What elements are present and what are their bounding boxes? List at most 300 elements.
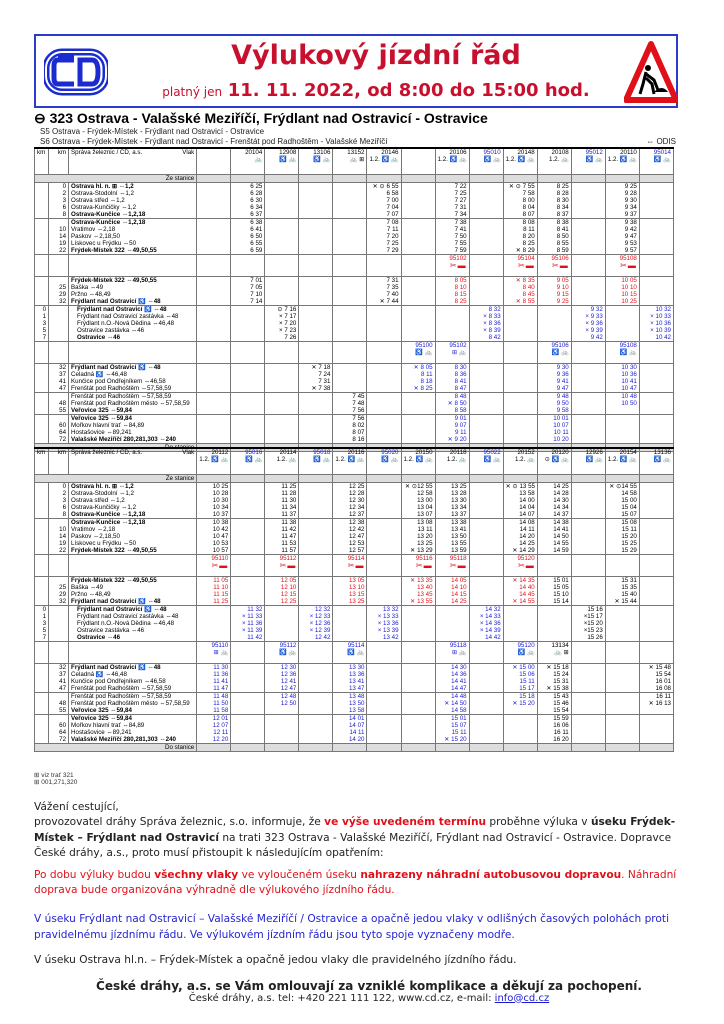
time-cell xyxy=(231,436,265,444)
time-cell xyxy=(231,334,265,342)
time-cell: 7 48 xyxy=(333,400,367,407)
time-cell xyxy=(299,392,333,400)
station-name: Kunčice pod Ondřejníkem ⇔46,58 xyxy=(69,678,197,685)
bus-train-cell xyxy=(639,254,673,276)
time-cell xyxy=(469,363,503,371)
time-cell xyxy=(367,400,401,407)
time-cell xyxy=(571,736,605,744)
route-sub-s5: S5 Ostrava - Frýdek-Místek - Frýdlant nad Ostravicí - Ostravice xyxy=(40,127,265,136)
time-cell: 7 25 xyxy=(435,190,469,197)
time-cell xyxy=(571,378,605,385)
time-cell xyxy=(571,182,605,190)
time-cell: 7 08 xyxy=(367,218,401,226)
time-cell xyxy=(333,620,367,627)
time-cell xyxy=(299,547,333,555)
time-cell xyxy=(639,407,673,415)
time-cell: 7 41 xyxy=(435,226,469,233)
station-row xyxy=(35,414,674,422)
divider-cell xyxy=(605,743,639,751)
km-cell xyxy=(35,436,49,444)
time-cell: 6 30 xyxy=(231,197,265,204)
time-cell xyxy=(197,634,231,642)
bus-number: 95114 xyxy=(347,554,365,562)
bus-train-cell xyxy=(605,254,639,276)
divider-cell xyxy=(469,474,503,482)
time-cell: 10 47 xyxy=(605,385,639,393)
time-cell: 6 38 xyxy=(231,218,265,226)
time-cell: 14 25 xyxy=(435,598,469,606)
time-cell xyxy=(299,226,333,233)
time-cell xyxy=(231,598,265,606)
time-cell: 10 15 xyxy=(605,291,639,298)
time-cell xyxy=(469,729,503,736)
time-cell xyxy=(401,392,435,400)
time-cell: 12 05 xyxy=(265,576,299,584)
station-row xyxy=(35,504,674,511)
bus-train-cell xyxy=(537,254,571,276)
time-cell: ✕ 15 20 xyxy=(435,736,469,744)
km-cell: 29 xyxy=(49,291,69,298)
time-cell: ✕ 15 38 xyxy=(537,685,571,693)
time-cell xyxy=(503,313,537,320)
time-cell: 14 05 xyxy=(435,576,469,584)
bus-train-cell xyxy=(231,254,265,276)
time-cell: 7 04 xyxy=(367,204,401,211)
time-cell xyxy=(333,182,367,190)
time-cell: ✕ 15 18 xyxy=(537,663,571,671)
station-row xyxy=(35,284,674,291)
divider-cell xyxy=(571,743,605,751)
km-cell xyxy=(35,707,49,715)
time-cell: 12 07 xyxy=(197,722,231,729)
time-cell xyxy=(605,414,639,422)
station-row xyxy=(35,371,674,378)
time-cell: 13 55 xyxy=(435,540,469,547)
time-cell: 12 32 xyxy=(299,605,333,613)
time-cell: 8 11 xyxy=(503,226,537,233)
time-cell xyxy=(299,591,333,598)
station-row xyxy=(35,692,674,700)
time-cell xyxy=(401,305,435,313)
time-cell xyxy=(197,276,231,284)
time-cell: 10 53 xyxy=(197,540,231,547)
time-cell xyxy=(367,678,401,685)
km-cell: 22 xyxy=(49,547,69,555)
notice-paragraph-4: V úseku Ostrava hl.n. – Frýdek-Místek a opačně jedou vlaky dle pravidelného jízdního řádu. xyxy=(34,954,517,967)
bus-icon: ✂▬ xyxy=(518,560,535,570)
time-cell xyxy=(197,182,231,190)
section-divider-row xyxy=(35,743,674,751)
time-cell xyxy=(401,247,435,255)
time-cell: 14 20 xyxy=(333,736,367,744)
section-divider-row xyxy=(35,174,674,182)
km-cell xyxy=(35,276,49,284)
time-cell: 14 41 xyxy=(435,678,469,685)
divider-cell xyxy=(537,174,571,182)
time-cell xyxy=(265,722,299,729)
time-cell xyxy=(197,305,231,313)
km-cell xyxy=(35,407,49,415)
time-cell: 7 05 xyxy=(231,284,265,291)
time-cell xyxy=(469,584,503,591)
replacement-bus-row xyxy=(35,554,674,576)
time-cell xyxy=(197,334,231,342)
time-cell xyxy=(503,605,537,613)
station-row xyxy=(35,407,674,415)
time-cell xyxy=(537,627,571,634)
km-cell xyxy=(35,497,49,504)
time-cell: 10 05 xyxy=(605,276,639,284)
km-cell xyxy=(35,584,49,591)
time-cell: 10 34 xyxy=(197,504,231,511)
station-row xyxy=(35,591,674,598)
time-cell xyxy=(333,247,367,255)
time-cell: 16 01 xyxy=(639,678,673,685)
time-cell xyxy=(299,190,333,197)
time-cell: 14 32 xyxy=(469,605,503,613)
train-number: 95012 ♿ 🚲 xyxy=(571,148,605,174)
time-cell xyxy=(605,334,639,342)
time-cell xyxy=(265,226,299,233)
train-number: 20148 1.2. ♿ 🚲 xyxy=(503,148,537,174)
time-cell xyxy=(435,334,469,342)
time-cell: 13 11 xyxy=(401,526,435,533)
time-cell xyxy=(537,634,571,642)
divider-label: Ze stanice xyxy=(35,174,197,182)
time-cell: 10 10 xyxy=(605,284,639,291)
time-cell: 7 31 xyxy=(367,276,401,284)
station-row xyxy=(35,276,674,284)
time-cell: 15 01 xyxy=(537,576,571,584)
train-label: Vlak xyxy=(182,149,195,156)
time-cell xyxy=(503,634,537,642)
time-cell xyxy=(605,320,639,327)
time-cell: 11 53 xyxy=(265,540,299,547)
time-cell xyxy=(605,305,639,313)
divider-cell xyxy=(333,474,367,482)
time-cell xyxy=(639,627,673,634)
bus-train-cell xyxy=(333,554,367,576)
time-cell: 15 31 xyxy=(537,678,571,685)
time-cell xyxy=(401,714,435,722)
station-name: Frýdlant nad Ostravicí ♿ ⇔48 xyxy=(69,605,197,613)
time-cell: 12 25 xyxy=(265,598,299,606)
km-cell: 8 xyxy=(49,211,69,219)
time-cell: 12 10 xyxy=(265,584,299,591)
time-cell: 12 11 xyxy=(197,729,231,736)
station-row xyxy=(35,490,674,497)
bus-number: 95118 xyxy=(449,554,467,562)
email-link[interactable]: info@cd.cz xyxy=(494,992,550,1004)
time-cell xyxy=(299,429,333,436)
time-cell xyxy=(571,218,605,226)
empty-cell xyxy=(49,254,69,276)
time-cell: 8 00 xyxy=(503,197,537,204)
time-cell: 10 30 xyxy=(197,497,231,504)
time-cell xyxy=(435,620,469,627)
bus-train-cell xyxy=(537,554,571,576)
time-cell xyxy=(435,613,469,620)
time-cell: 12 30 xyxy=(333,497,367,504)
bus-train-cell xyxy=(299,254,333,276)
km-cell xyxy=(49,627,69,634)
time-cell: 12 47 xyxy=(333,533,367,540)
time-cell xyxy=(469,218,503,226)
time-cell xyxy=(231,371,265,378)
time-cell: 15 20 xyxy=(605,533,639,540)
time-cell: 13 48 xyxy=(333,692,367,700)
station-name: Pržno ⇔48,49 xyxy=(69,291,197,298)
time-cell xyxy=(231,511,265,519)
time-cell xyxy=(639,714,673,722)
station-row xyxy=(35,182,674,190)
train-number: 13134 🚲 ⊞ xyxy=(537,641,571,663)
train-number: 95114 ♿ 🚲 xyxy=(333,641,367,663)
time-cell: 11 47 xyxy=(197,685,231,693)
station-row xyxy=(35,305,674,313)
divider-cell xyxy=(231,174,265,182)
time-cell: 15 00 xyxy=(605,497,639,504)
time-cell: 10 48 xyxy=(605,392,639,400)
time-cell xyxy=(469,276,503,284)
time-cell: ✕ ⊙ 13 55 xyxy=(503,482,537,490)
time-cell xyxy=(197,204,231,211)
time-cell xyxy=(469,385,503,393)
time-cell: 10 37 xyxy=(197,511,231,519)
time-cell: 9 58 xyxy=(537,407,571,415)
time-cell: 12 38 xyxy=(333,518,367,526)
time-cell: 11 32 xyxy=(231,605,265,613)
km-cell xyxy=(35,298,49,306)
time-cell xyxy=(571,414,605,422)
bus-train-cell xyxy=(469,554,503,576)
time-cell xyxy=(503,414,537,422)
station-row xyxy=(35,627,674,634)
km-cell: 7 xyxy=(35,334,49,342)
station-row xyxy=(35,518,674,526)
km-cell xyxy=(35,197,49,204)
train-number: 95110 ⊞ 🚲 xyxy=(197,641,231,663)
time-cell xyxy=(265,276,299,284)
station-name: Frýdek-Místek 322 ⇔49,50,55 xyxy=(69,247,197,255)
station-row xyxy=(35,233,674,240)
km-cell xyxy=(35,591,49,598)
time-cell xyxy=(299,284,333,291)
time-cell xyxy=(299,584,333,591)
time-cell xyxy=(197,233,231,240)
divider-cell xyxy=(639,174,673,182)
train-number: 13136 ♿ 🚲 xyxy=(639,448,673,474)
time-cell: ✕ 7 44 xyxy=(367,298,401,306)
time-cell xyxy=(299,291,333,298)
km-cell: 10 xyxy=(49,526,69,533)
time-cell xyxy=(469,392,503,400)
time-cell: 14 04 xyxy=(503,504,537,511)
time-cell xyxy=(299,414,333,422)
station-name: Frýdlant nad Ostravicí zastávka ⇔48 xyxy=(69,313,197,320)
time-cell: 14 58 xyxy=(435,707,469,715)
time-cell xyxy=(231,714,265,722)
time-cell: 9 42 xyxy=(605,226,639,233)
km-cell xyxy=(35,392,49,400)
time-cell: 9 53 xyxy=(605,240,639,247)
divider-cell xyxy=(605,174,639,182)
station-row xyxy=(35,605,674,613)
bus-number: 95116 xyxy=(415,554,433,562)
divider-cell xyxy=(503,743,537,751)
km-cell xyxy=(35,414,49,422)
time-cell xyxy=(299,497,333,504)
time-cell xyxy=(367,392,401,400)
time-cell xyxy=(265,736,299,744)
time-cell: 9 50 xyxy=(537,400,571,407)
divider-cell xyxy=(605,474,639,482)
train-number: 20110 1.2. ♿ 🚲 xyxy=(605,148,639,174)
time-cell xyxy=(401,400,435,407)
train-number: 20146 1.2. ♿ 🚲 xyxy=(367,148,401,174)
km-cell xyxy=(35,736,49,744)
bus-icon: ✂▬ xyxy=(449,560,467,570)
time-cell xyxy=(299,526,333,533)
time-cell: 10 01 xyxy=(537,414,571,422)
empty-cell xyxy=(35,254,49,276)
time-cell xyxy=(265,714,299,722)
time-cell xyxy=(503,429,537,436)
station-name: Ostrava hl. n. ⊞ ⇔1,2 xyxy=(69,482,197,490)
time-cell xyxy=(503,620,537,627)
time-cell xyxy=(639,482,673,490)
time-cell xyxy=(367,533,401,540)
time-cell: 12 42 xyxy=(333,526,367,533)
time-cell xyxy=(231,414,265,422)
time-cell: 7 58 xyxy=(503,190,537,197)
km-cell: 19 xyxy=(49,540,69,547)
km-cell: 10 xyxy=(49,226,69,233)
time-cell xyxy=(571,584,605,591)
station-row xyxy=(35,707,674,715)
time-cell: 9 30 xyxy=(537,363,571,371)
km-cell: 2 xyxy=(49,490,69,497)
time-cell xyxy=(265,400,299,407)
time-cell xyxy=(197,327,231,334)
time-cell xyxy=(639,504,673,511)
time-cell: 15 07 xyxy=(435,722,469,729)
station-row xyxy=(35,436,674,444)
time-cell xyxy=(231,722,265,729)
header-row xyxy=(35,148,674,174)
time-cell xyxy=(639,211,673,219)
time-cell xyxy=(367,736,401,744)
km-cell: 60 xyxy=(49,422,69,429)
time-cell: 7 00 xyxy=(367,197,401,204)
time-cell xyxy=(401,226,435,233)
time-cell xyxy=(231,482,265,490)
time-cell xyxy=(401,327,435,334)
km-cell: 2 xyxy=(49,190,69,197)
time-cell xyxy=(265,620,299,627)
time-cell xyxy=(265,385,299,393)
time-cell: 8 41 xyxy=(435,378,469,385)
time-cell xyxy=(231,422,265,429)
time-cell xyxy=(367,305,401,313)
time-cell: 10 42 xyxy=(197,526,231,533)
time-cell xyxy=(231,392,265,400)
time-cell xyxy=(639,204,673,211)
time-cell: ✕ 7 38 xyxy=(299,385,333,393)
time-cell xyxy=(367,707,401,715)
time-cell xyxy=(503,422,537,429)
time-cell: × 10 39 xyxy=(639,327,673,334)
train-number: 20114 1.2. 🚲 xyxy=(265,448,299,474)
time-cell: 15 11 xyxy=(605,526,639,533)
km-cell xyxy=(35,371,49,378)
time-cell xyxy=(333,298,367,306)
time-cell xyxy=(265,247,299,255)
time-cell xyxy=(469,685,503,693)
bus-number: 95104 xyxy=(517,254,535,262)
time-cell xyxy=(469,504,503,511)
time-cell xyxy=(571,576,605,584)
time-cell: 12 36 xyxy=(265,671,299,678)
station-name: Paskov ⇔2,18,50 xyxy=(69,533,197,540)
time-cell: 9 57 xyxy=(605,247,639,255)
station-row xyxy=(35,240,674,247)
time-cell xyxy=(571,547,605,555)
time-cell: ✕ 13 35 xyxy=(401,576,435,584)
time-cell xyxy=(639,707,673,715)
km-cell xyxy=(49,634,69,642)
time-cell xyxy=(571,385,605,393)
time-cell xyxy=(299,678,333,685)
km-cell xyxy=(49,276,69,284)
time-cell xyxy=(299,298,333,306)
time-cell xyxy=(639,240,673,247)
time-cell: 13 42 xyxy=(367,634,401,642)
time-cell xyxy=(299,671,333,678)
station-name: Hostašovice ⇔89,241 xyxy=(69,429,197,436)
time-cell xyxy=(639,620,673,627)
time-cell xyxy=(333,204,367,211)
time-cell xyxy=(265,182,299,190)
km-header: km xyxy=(49,148,69,174)
station-name: Frýdlant nad Ostravicí ♿ ⇔48 xyxy=(69,305,197,313)
station-name: Veřovice 325 ⇔59,84 xyxy=(69,407,197,415)
time-cell: 13 40 xyxy=(401,584,435,591)
time-cell: × 11 36 xyxy=(231,620,265,627)
station-name: Paskov ⇔2,18,50 xyxy=(69,233,197,240)
time-cell: 7 01 xyxy=(231,276,265,284)
time-cell xyxy=(197,197,231,204)
time-cell: × 9 33 xyxy=(571,313,605,320)
time-cell xyxy=(367,313,401,320)
time-cell: 8 55 xyxy=(537,240,571,247)
station-name: Lískovec u Frýdku ⇔50 xyxy=(69,240,197,247)
time-cell: 10 41 xyxy=(605,378,639,385)
train-number: 20104 🚲 xyxy=(231,148,265,174)
time-cell xyxy=(571,429,605,436)
time-cell: 11 48 xyxy=(197,692,231,700)
time-cell: 13 25 xyxy=(435,482,469,490)
train-number xyxy=(197,341,231,363)
notice-paragraph-1: provozovatel dráhy Správa železnic, s.o. informuje, že ve výše uvedeném termínu proběhne výluka v úseku Frýdek-Místek – Frýdlant nad Ostravicí na trati 323 Ostrava - Valašské Meziříčí, Frýdlant nad Ostravicí - Ostravice. Dopravce České dráhy, a.s., proto musí přistoupit k následujícím opatřením: xyxy=(34,816,676,860)
time-cell xyxy=(333,276,367,284)
time-cell: ✕ 15 44 xyxy=(605,598,639,606)
time-cell: ✕ 8 29 xyxy=(503,247,537,255)
time-cell xyxy=(333,320,367,327)
time-cell: 13 41 xyxy=(333,678,367,685)
km-cell xyxy=(35,729,49,736)
time-cell: × 9 36 xyxy=(571,320,605,327)
